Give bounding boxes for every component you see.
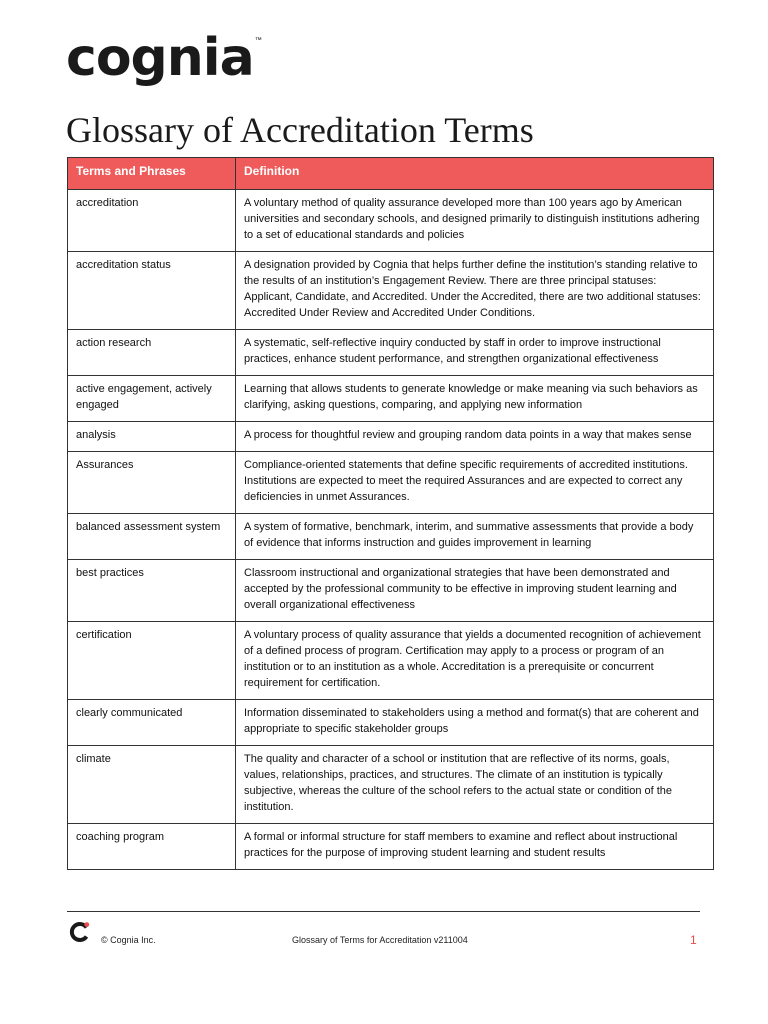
term-cell: accreditation status xyxy=(68,252,236,330)
footer-divider xyxy=(67,911,700,912)
definition-cell: A voluntary method of quality assurance developed more than 100 years ago by American universities and secondary schools, and designed primarily to distinguish institutions adhering to a set of educational standards and policies xyxy=(236,190,714,252)
table-row xyxy=(68,746,714,824)
table-row xyxy=(68,376,714,422)
column-header-terms: Terms and Phrases xyxy=(68,158,236,190)
logo-wordmark: cognia xyxy=(66,28,254,88)
term-cell: Assurances xyxy=(68,452,236,514)
footer-document-name: Glossary of Terms for Accreditation v211004 xyxy=(292,935,468,945)
term-cell: climate xyxy=(68,746,236,824)
table-row xyxy=(68,700,714,746)
definition-cell: A voluntary process of quality assurance that yields a documented recognition of achievement of a defined process of program. Certification may apply to a process or program of an institution or to an institution as a whole. Accreditation is a prerequisite or concurrent requirement for certification. xyxy=(236,622,714,700)
table-row xyxy=(68,560,714,622)
definition-cell: A formal or informal structure for staff members to examine and reflect about instructional practices for the purpose of improving student learning and student results xyxy=(236,824,714,870)
definition-cell: Classroom instructional and organizational strategies that have been demonstrated and accepted by the professional community to be effective in improving student learning and overall organizational effectiveness xyxy=(236,560,714,622)
definition-cell: A system of formative, benchmark, interim, and summative assessments that provide a body of evidence that informs instruction and guides improvement in learning xyxy=(236,514,714,560)
table-header-row xyxy=(68,158,714,190)
term-cell: best practices xyxy=(68,560,236,622)
definition-cell: A designation provided by Cognia that helps further define the institution’s standing relative to the results of an institution’s Engagement Review. There are three principal statuses: Applicant, Candidate, and Accredited. Under the Accredited, there are two additional statuses: Accredited Under Review and Accredited Under Conditions. xyxy=(236,252,714,330)
table-row xyxy=(68,824,714,870)
definition-cell: The quality and character of a school or institution that are reflective of its norms, goals, values, relationships, practices, and structures. The climate of an institution is typically subjective, whereas the culture of the school refers to the actual state or condition of the institution. xyxy=(236,746,714,824)
term-cell: clearly communicated xyxy=(68,700,236,746)
definition-cell: A systematic, self-reflective inquiry conducted by staff in order to improve instructional practices, enhance student performance, and strengthen organizational effectiveness xyxy=(236,330,714,376)
definition-cell: Learning that allows students to generate knowledge or make meaning via such behaviors as clarifying, asking questions, comparing, and applying new information xyxy=(236,376,714,422)
term-cell: action research xyxy=(68,330,236,376)
definition-cell: A process for thoughtful review and grouping random data points in a way that makes sense xyxy=(236,422,714,452)
term-cell: balanced assessment system xyxy=(68,514,236,560)
table-row xyxy=(68,422,714,452)
definition-cell: Compliance-oriented statements that define specific requirements of accredited institutions. Institutions are expected to meet the required Assurances and are expected to correct any deficiencies in unmet Assurances. xyxy=(236,452,714,514)
table-row xyxy=(68,190,714,252)
term-cell: analysis xyxy=(68,422,236,452)
table-row xyxy=(68,622,714,700)
term-cell: accreditation xyxy=(68,190,236,252)
cognia-mark-icon xyxy=(69,921,91,943)
column-header-definition: Definition xyxy=(236,158,714,190)
page-number: 1 xyxy=(690,933,697,947)
term-cell: active engagement, actively engaged xyxy=(68,376,236,422)
table-row xyxy=(68,252,714,330)
trademark-symbol: ™ xyxy=(254,37,262,44)
definition-cell: Information disseminated to stakeholders using a method and format(s) that are coherent and appropriate to specific stakeholder groups xyxy=(236,700,714,746)
glossary-table xyxy=(67,157,714,870)
page-title: Glossary of Accreditation Terms xyxy=(66,110,534,150)
footer-copyright: © Cognia Inc. xyxy=(101,935,156,945)
table-row xyxy=(68,452,714,514)
term-cell: coaching program xyxy=(68,824,236,870)
table-row xyxy=(68,330,714,376)
cognia-logo xyxy=(66,28,262,88)
table-row xyxy=(68,514,714,560)
term-cell: certification xyxy=(68,622,236,700)
